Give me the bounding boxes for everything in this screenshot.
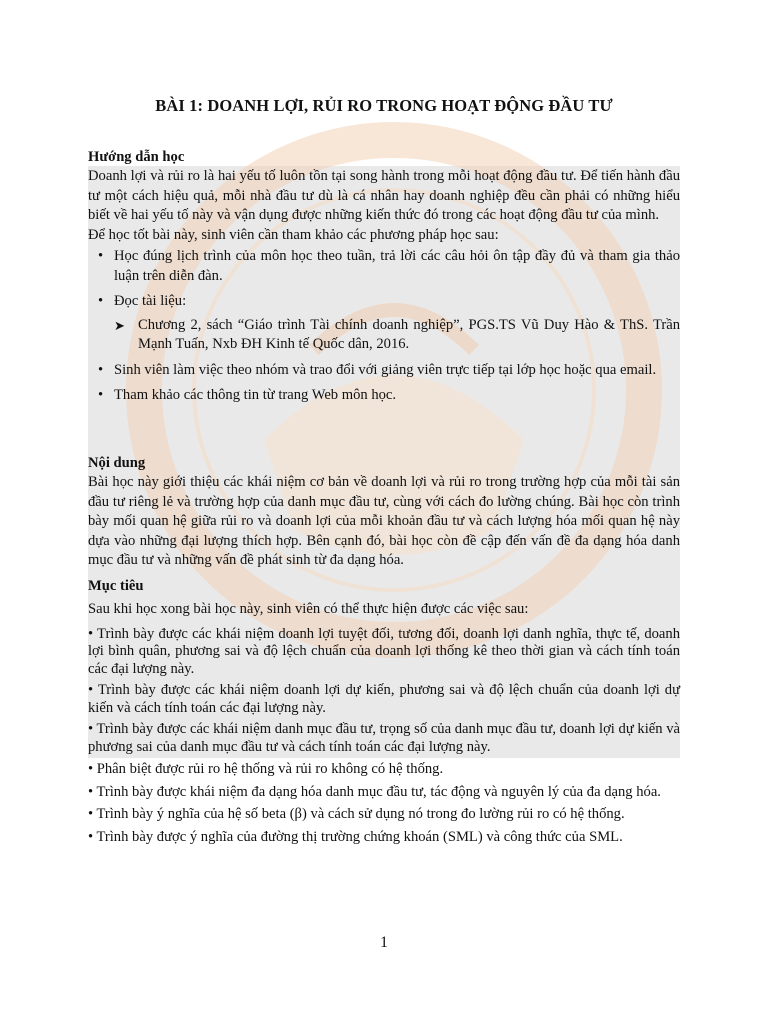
method-item-text: Sinh viên làm việc theo nhóm và trao đổi với giảng viên trực tiếp tại lớp học hoặc qua email.: [114, 361, 657, 378]
objectives-section: [88, 577, 680, 846]
objectives-intro: Sau khi học xong bài học này, sinh viên có thể thực hiện được các việc sau:: [88, 601, 529, 617]
study-guide-section: [88, 148, 680, 406]
method-item: [88, 386, 680, 406]
method-item-text: Tham khảo các thông tin từ trang Web môn học.: [114, 387, 397, 403]
objective-item: • Trình bày được khái niệm đa dạng hóa danh mục đầu tư, tác động và nguyên lý của đa dạng hóa.: [88, 783, 661, 800]
content-text: Bài học này giới thiệu các khái niệm cơ bản về doanh lợi và rủi ro trong trường hợp của mỗi tài sản đầu tư riêng lẻ và trường hợp của danh mục đầu tư, cùng với cách đo lường chúng. Bài học còn trình bày mối quan hệ giữa rủi ro và doanh lợi của mỗi khoản đầu tư và cách lượng hóa mối quan hệ này dựa vào những đại lượng thích hợp. Bên cạnh đó, bài học còn đề cập đến vấn đề đa dạng hóa danh mục đầu tư và những vấn đề phát sinh từ đa dạng hóa.: [88, 474, 680, 568]
method-item: [88, 361, 680, 381]
reading-sub-item-text: Chương 2, sách “Giáo trình Tài chính doanh nghiệp”, PGS.TS Vũ Duy Hào & ThS. Trần Mạnh Tuấn, Nxb ĐH Kinh tế Quốc dân, 2016.: [138, 316, 680, 352]
arrow-bullet-icon: ➤: [114, 317, 125, 333]
methods-intro: Để học tốt bài này, sinh viên cần tham khảo các phương pháp học sau:: [88, 226, 499, 243]
lesson-title: BÀI 1: DOANH LỢI, RỦI RO TRONG HOẠT ĐỘNG ĐẦU TƯ: [155, 96, 613, 115]
reading-sub-item: [88, 316, 680, 355]
objective-item: • Trình bày được ý nghĩa của đường thị trường chứng khoán (SML) và công thức của SML.: [88, 828, 623, 845]
content-heading: Nội dung: [88, 455, 146, 471]
method-item: [88, 292, 680, 312]
bullet-icon: •: [98, 293, 104, 309]
objectives-heading: Mục tiêu: [88, 578, 144, 594]
study-guide-intro: Doanh lợi và rủi ro là hai yếu tố luôn tồn tại song hành trong mỗi hoạt động đầu tư. Để tiến hành đầu tư một cách hiệu quả, mỗi nhà đầu tư dù là cá nhân hay doanh nghiệp đều cần phải có những hiểu biết về hai yếu tố này và vận dụng được những kiến thức đó trong các hoạt động đầu tư của mình.: [88, 168, 680, 223]
method-item-text: Học đúng lịch trình của môn học theo tuần, trả lời các câu hỏi ôn tập đầy đủ và tham gia thảo luận trên diễn đàn.: [114, 248, 680, 284]
method-item: [88, 247, 680, 286]
objective-item: • Phân biệt được rủi ro hệ thống và rủi ro không có hệ thống.: [88, 761, 444, 777]
method-item-text: Đọc tài liệu:: [114, 293, 187, 309]
objective-item: • Trình bày được các khái niệm doanh lợi tuyệt đối, tương đối, doanh lợi danh nghĩa, thực tế, doanh lợi bình quân, phương sai và độ lệch chuẩn của doanh lợi thống kê theo thời gian và cách tính toán các đại lượng này.: [88, 625, 680, 677]
objective-item: • Trình bày được các khái niệm doanh lợi dự kiến, phương sai và độ lệch chuẩn của doanh lợi dự kiến và cách tính toán các đại lượng này.: [88, 682, 680, 716]
objective-item: • Trình bày ý nghĩa của hệ số beta (β) và cách sử dụng nó trong đo lường rủi ro có hệ thống.: [88, 806, 625, 822]
bullet-icon: •: [98, 387, 104, 403]
study-guide-heading: Hướng dẫn học: [88, 149, 185, 165]
bullet-icon: •: [98, 248, 104, 264]
objective-item: • Trình bày được các khái niệm danh mục đầu tư, trọng số của danh mục đầu tư, doanh lợi dự kiến và phương sai của danh mục đầu tư và cách tính toán các đại lượng này.: [88, 721, 680, 755]
page-number: 1: [380, 934, 388, 951]
content-section: [88, 454, 680, 571]
bullet-icon: •: [98, 361, 104, 378]
